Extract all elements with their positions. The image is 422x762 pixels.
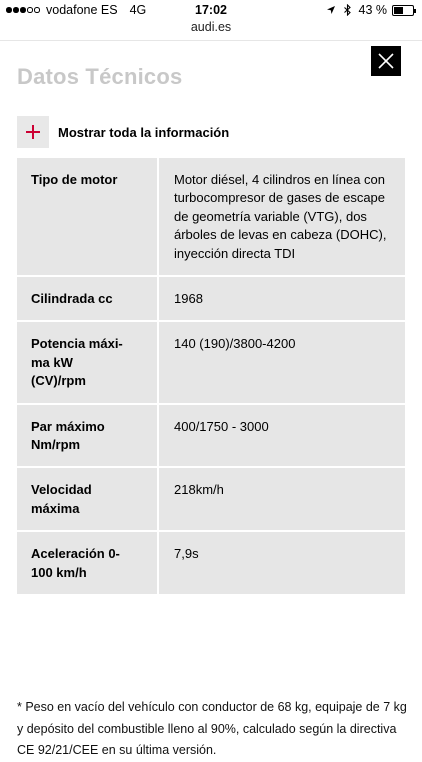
show-all-label[interactable]: Mostrar toda la información <box>58 124 230 140</box>
clock: 17:02 <box>195 3 227 17</box>
carrier-name: vodafone ES <box>46 3 118 17</box>
spec-value: 400/1750 - 3000 <box>159 405 405 467</box>
location-arrow-icon <box>326 5 336 15</box>
spec-label: Velocidad máxima <box>17 468 157 530</box>
spec-value: Motor diésel, 4 cilindros en línea con turbocompresor de gases de escape de geometría variable (VTG), dos árboles de levas en cabeza (DOHC), inyección directa TDI <box>159 158 405 275</box>
close-icon <box>377 52 395 70</box>
spec-row <box>17 277 405 320</box>
show-all-toggle[interactable] <box>17 116 229 148</box>
spec-label: Potencia máxi- ma kW (CV)/rpm <box>17 322 157 402</box>
spec-value: 1968 <box>159 277 405 320</box>
battery-percent: 43 % <box>358 3 387 17</box>
spec-row <box>17 532 405 594</box>
spec-value: 140 (190)/3800-4200 <box>159 322 405 402</box>
spec-label: Aceleración 0- 100 km/h <box>17 532 157 594</box>
expand-button[interactable] <box>17 116 49 148</box>
heading-clip <box>0 41 422 85</box>
battery-icon <box>392 5 414 16</box>
page-title: Datos Técnicos <box>17 64 183 85</box>
spec-value: 7,9s <box>159 532 405 594</box>
footnote: * Peso en vacío del vehículo con conductor de 68 kg, equipaje de 7 kg y depósito del combustible lleno al 90%, calculado según la directiva CE 92/21/CEE en su última versión. <box>17 700 407 757</box>
spec-row <box>17 322 405 402</box>
bluetooth-icon <box>343 4 352 16</box>
close-button[interactable] <box>371 46 401 76</box>
address-bar-url[interactable]: audi.es <box>190 20 232 34</box>
status-bar <box>0 0 422 20</box>
network-type: 4G <box>129 3 147 17</box>
spec-label: Par máximo Nm/rpm <box>17 405 157 467</box>
specs-table <box>17 158 405 596</box>
status-icons <box>326 3 415 17</box>
spec-row <box>17 158 405 275</box>
plus-icon <box>26 125 40 139</box>
spec-label: Cilindrada cc <box>17 277 157 320</box>
spec-row <box>17 468 405 530</box>
spec-value: 218km/h <box>159 468 405 530</box>
spec-row <box>17 405 405 467</box>
spec-label: Tipo de motor <box>17 158 157 275</box>
